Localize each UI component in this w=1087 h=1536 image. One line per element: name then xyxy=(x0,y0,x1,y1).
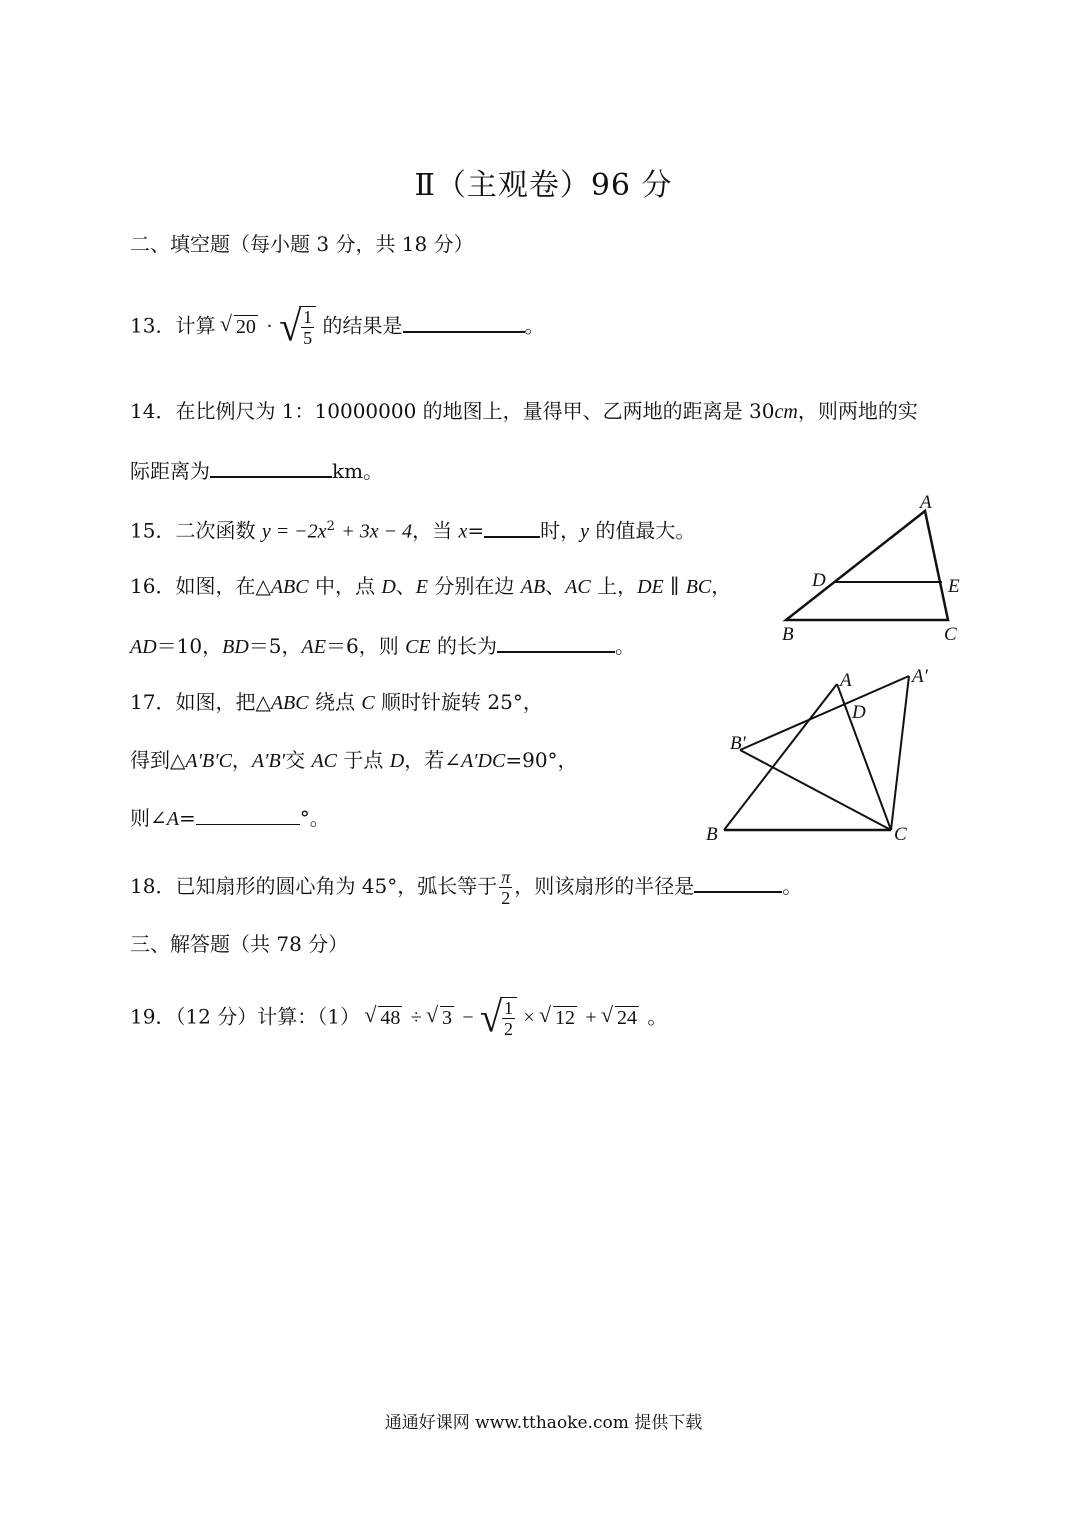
fig1-label-b: B xyxy=(782,624,794,645)
section-heading-fill-in: 二、填空题（每小题 3 分，共 18 分） xyxy=(130,232,474,256)
q18-answer-blank[interactable] xyxy=(694,871,782,893)
q13-end: 。 xyxy=(524,313,545,338)
q17-a: A xyxy=(166,808,179,830)
q19-frac-num: 1 xyxy=(504,998,513,1018)
q16-bd: BD xyxy=(222,636,249,658)
q19-sqrt-24: √ 24 xyxy=(603,1004,639,1032)
question-19 xyxy=(130,993,668,1042)
question-16-line1 xyxy=(130,572,731,601)
q19-end: 。 xyxy=(647,1004,668,1029)
fig2-label-b1: B′ xyxy=(730,733,746,754)
q15-var-y: y xyxy=(580,520,589,543)
q16-bc: BC xyxy=(685,576,712,598)
fig1-triangle-abc xyxy=(786,511,948,620)
q15-exponent: 2 xyxy=(326,519,335,534)
q19-minus: − xyxy=(462,1006,474,1029)
q16-t7: ＝5， xyxy=(248,634,302,658)
q18-frac-num: π xyxy=(501,867,511,887)
fig1-label-e: E xyxy=(948,576,960,597)
q17-ac: AC xyxy=(311,750,338,772)
fig1-label-c: C xyxy=(944,624,957,645)
fig1-label-d: D xyxy=(812,570,826,591)
q16-sep: 、 xyxy=(395,574,416,598)
fig2-segment-b1c xyxy=(740,750,891,830)
q13-frac-den: 5 xyxy=(303,328,313,348)
q15-formula-a: y = −2x xyxy=(261,520,327,543)
q16-abc: ABC xyxy=(270,576,309,598)
question-17-line2 xyxy=(130,746,578,775)
q14-text-b: ，则两地的实 xyxy=(797,399,918,423)
q17-answer-blank[interactable] xyxy=(196,804,300,825)
q17-a1dc: A′DC xyxy=(460,750,506,772)
q17-abc: ABC xyxy=(270,692,309,714)
q17-t3: 顺时针旋转 25°， xyxy=(374,690,543,714)
page-title: Ⅱ（主观卷）96 分 xyxy=(414,168,673,203)
fig2-segment-ab xyxy=(724,684,837,830)
q17-t2: 绕点 xyxy=(308,690,362,714)
q16-ab: AB xyxy=(520,576,546,598)
q17-d: D xyxy=(389,750,405,772)
figure-rotation xyxy=(700,660,940,850)
q17-a1b1c: A′B′C xyxy=(185,750,232,772)
q19-sqrt-48: √ 48 xyxy=(366,1004,402,1032)
q17-end: °。 xyxy=(299,806,330,830)
q13-answer-blank[interactable] xyxy=(403,311,525,333)
q16-ce: CE xyxy=(405,636,431,658)
q15-mid: ，当 xyxy=(412,518,459,543)
q19-prefix: 19．（12 分）计算：（1） xyxy=(130,1004,360,1029)
q16-d: D xyxy=(381,576,396,598)
q16-ad: AD xyxy=(130,636,157,658)
q16-end: 。 xyxy=(614,634,635,658)
q17-t10: 则∠ xyxy=(130,806,167,830)
q14-text-c: 际距离为 xyxy=(130,459,210,483)
q18-fraction xyxy=(499,867,512,908)
q17-a1b1: A′B′ xyxy=(251,750,286,772)
q14-answer-blank[interactable] xyxy=(210,456,332,478)
q16-t4: 上， xyxy=(590,574,638,598)
q16-e: E xyxy=(415,576,429,598)
q16-t2: 中，点 xyxy=(308,574,382,598)
q17-t9: =90°， xyxy=(505,748,578,772)
fig2-segment-a1c xyxy=(891,676,909,830)
footer-source: 通通好课网 www.tthaoke.com 提供下载 xyxy=(384,1413,703,1433)
q18-end: 。 xyxy=(782,874,803,898)
q14-unit-km: km。 xyxy=(332,459,384,483)
q13-suffix: 的结果是 xyxy=(322,313,403,338)
q15-prefix: 15．二次函数 xyxy=(130,518,256,543)
q17-t6: 交 xyxy=(285,748,312,772)
q19-frac-den: 2 xyxy=(504,1019,513,1039)
q15-end: 的值最大。 xyxy=(588,518,696,543)
question-18 xyxy=(130,867,802,908)
q17-t7: 于点 xyxy=(337,748,390,772)
q15-eq: = xyxy=(467,518,485,543)
fig1-label-a: A xyxy=(920,492,932,513)
q15-after: 时， xyxy=(540,518,581,543)
q15-var-x: x xyxy=(458,520,468,543)
q18-frac-den: 2 xyxy=(501,888,511,908)
q19-sqrt-3: √ 3 xyxy=(428,1004,454,1032)
q14-text-a: 14．在比例尺为 1：10000000 的地图上，量得甲、乙两地的距离是 30 xyxy=(130,399,775,423)
fig2-label-a: A xyxy=(840,670,852,691)
q16-sep2: 、 xyxy=(545,574,566,598)
q16-t5: ， xyxy=(711,574,732,598)
fig2-label-a1: A′ xyxy=(912,666,928,687)
section-heading-solutions: 三、解答题（共 78 分） xyxy=(130,932,349,956)
q15-answer-blank[interactable] xyxy=(484,516,540,538)
fig2-segment-a1b1 xyxy=(740,676,909,750)
q19-sqrt-fraction: √ $\frac{1}{2}$ xyxy=(480,997,517,1039)
q16-t3: 分别在边 xyxy=(428,574,521,598)
q18-suffix: ，则该扇形的半径是 xyxy=(514,874,695,898)
question-14-line2 xyxy=(130,456,383,485)
q16-t6: ＝10， xyxy=(156,634,223,658)
fig2-label-c: C xyxy=(894,824,907,845)
q19-plus: + xyxy=(585,1006,597,1029)
q15-formula-b: + 3x − 4 xyxy=(341,520,413,543)
q17-t1: 17．如图，把△ xyxy=(130,690,271,714)
q17-t11: = xyxy=(178,806,196,830)
question-17-line1 xyxy=(130,688,543,717)
q19-sqrt-12: √ 12 xyxy=(541,1004,577,1032)
q13-sqrt-20: √ 20 xyxy=(222,313,258,341)
q16-ac: AC xyxy=(565,576,591,598)
q16-answer-blank[interactable] xyxy=(497,631,615,653)
q16-ae: AE xyxy=(301,636,326,658)
q19-div: ÷ xyxy=(410,1006,422,1029)
fig2-label-d: D xyxy=(852,702,866,723)
q13-dot: · xyxy=(266,315,273,338)
q18-prefix: 18．已知扇形的圆心角为 45°，弧长等于 xyxy=(130,874,498,898)
question-16-line2 xyxy=(130,631,635,661)
q13-number: 13．计算 xyxy=(130,313,216,338)
fig2-label-b: B xyxy=(706,824,718,845)
figure-triangle-de-parallel-bc xyxy=(770,490,970,650)
q16-t1: 16．如图，在△ xyxy=(130,574,271,598)
q17-t4: 得到△ xyxy=(130,748,186,772)
q17-t8: ，若∠ xyxy=(404,748,461,772)
question-17-line3 xyxy=(130,804,330,833)
q17-t5: ， xyxy=(231,748,252,772)
q13-frac-num: 1 xyxy=(303,307,313,327)
q17-c: C xyxy=(361,692,375,714)
q16-de: DE xyxy=(637,576,664,598)
q16-parallel: ∥ xyxy=(663,574,686,598)
q16-t8: ＝6，则 xyxy=(325,634,406,658)
q13-sqrt-fraction: √ $\frac{1}{5}$ xyxy=(279,306,316,348)
q16-t9: 的长为 xyxy=(430,634,497,658)
q19-times: × xyxy=(523,1006,535,1029)
question-13 xyxy=(130,302,545,351)
question-15 xyxy=(130,513,695,546)
question-14-line1 xyxy=(130,397,918,426)
q14-unit-cm: cm xyxy=(774,401,798,423)
